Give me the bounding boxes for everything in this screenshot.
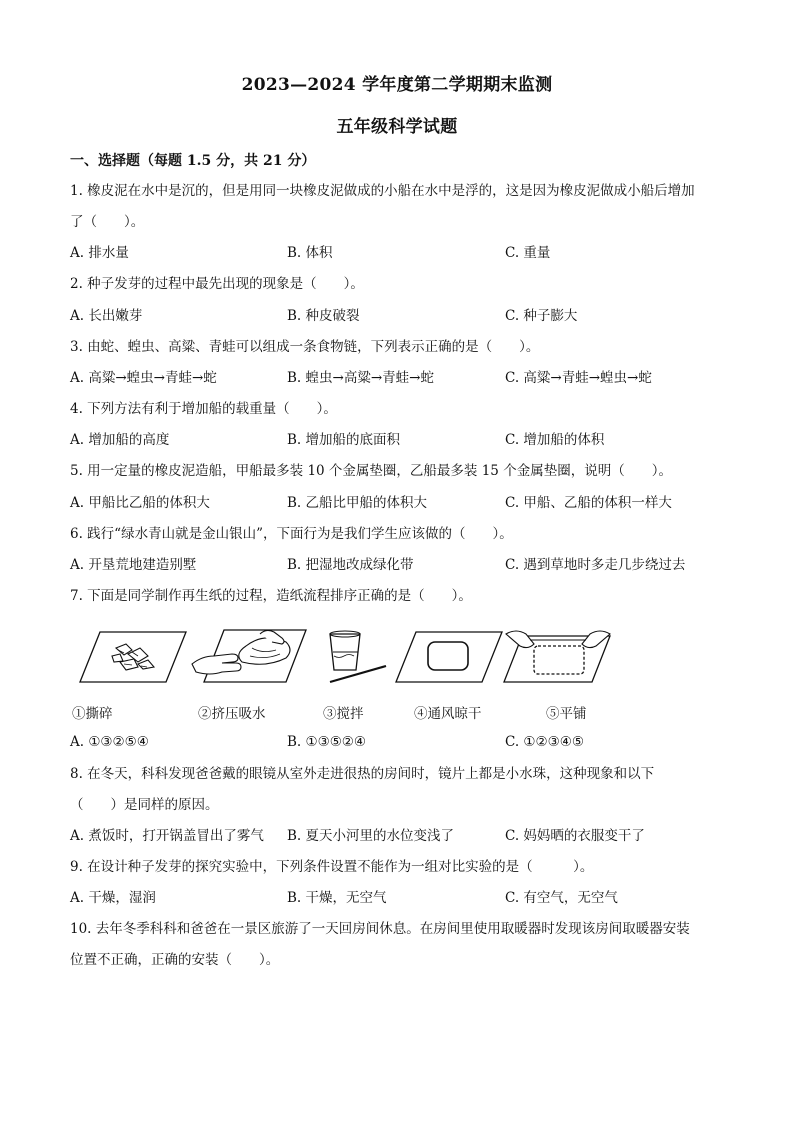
question-10-line-2: 位置不正确，正确的安装（ ）。 — [70, 952, 280, 968]
q2-option-b: B. 种皮破裂 — [287, 308, 360, 324]
question-7: 7. 下面是同学制作再生纸的过程，造纸流程排序正确的是（ ）。 — [70, 588, 472, 604]
q6-option-b: B. 把湿地改成绿化带 — [287, 557, 414, 573]
q5-option-a: A. 甲船比乙船的体积大 — [70, 495, 210, 511]
exam-title: 2023—2024 学年度第二学期期末监测 — [241, 75, 553, 95]
question-8-line-2: （ ）是同样的原因。 — [70, 797, 219, 813]
question-9: 9. 在设计种子发芽的探究实验中，下列条件设置不能作为一组对比实验的是（ ）。 — [70, 859, 594, 875]
step-label-4: ④通风晾干 — [414, 706, 482, 722]
stirring-illustration — [316, 628, 390, 686]
question-3: 3. 由蛇、蝗虫、高粱、青蛙可以组成一条食物链，下列表示正确的是（ ）。 — [70, 339, 540, 355]
squeezing-water-illustration — [190, 626, 308, 686]
q6-option-c: C. 遇到草地时多走几步绕过去 — [505, 557, 686, 573]
q3-option-a: A. 高粱→蝗虫→青蛙→蛇 — [70, 370, 217, 386]
exam-subtitle: 五年级科学试题 — [336, 117, 458, 137]
q1-option-b: B. 体积 — [287, 245, 333, 261]
step-label-2: ②挤压吸水 — [198, 706, 266, 722]
question-6: 6. 践行“绿水青山就是金山银山”，下面行为是我们学生应该做的（ ）。 — [70, 526, 513, 542]
question-1-line-2: 了（ ）。 — [70, 214, 145, 230]
question-1-line-1: 1. 橡皮泥在水中是沉的，但是用同一块橡皮泥做成的小船在水中是浮的，这是因为橡皮泥做成小船后增加 — [70, 183, 695, 199]
q2-option-a: A. 长出嫩芽 — [70, 308, 143, 324]
question-10-line-1: 10. 去年冬季科科和爸爸在一景区旅游了一天回房间休息。在房间里使用取暖器时发现该房间取暖器安装 — [70, 921, 690, 937]
q6-option-a: A. 开垦荒地建造别墅 — [70, 557, 197, 573]
laying-flat-illustration — [500, 626, 616, 686]
step-label-3: ③搅拌 — [323, 706, 364, 722]
q3-option-b: B. 蝗虫→高粱→青蛙→蛇 — [287, 370, 434, 386]
q4-option-b: B. 增加船的底面积 — [287, 432, 401, 448]
q4-option-c: C. 增加船的体积 — [505, 432, 605, 448]
tearing-paper-illustration — [78, 628, 188, 686]
q1-option-c: C. 重量 — [505, 245, 551, 261]
q7-option-b: B. ①③⑤②④ — [287, 734, 367, 750]
question-5: 5. 用一定量的橡皮泥造船，甲船最多装 10 个金属垫圈，乙船最多装 15 个金属垫圈，说明（ ）。 — [70, 463, 672, 479]
step-label-1: ①撕碎 — [72, 706, 113, 722]
question-8-line-1: 8. 在冬天，科科发现爸爸戴的眼镜从室外走进很热的房间时，镜片上都是小水珠，这种现象和以下 — [70, 766, 655, 782]
section-heading: 一、选择题（每题 1.5 分，共 21 分） — [70, 153, 316, 169]
q5-option-b: B. 乙船比甲船的体积大 — [287, 495, 428, 511]
q9-option-c: C. 有空气，无空气 — [505, 890, 618, 906]
q7-option-a: A. ①③②⑤④ — [70, 734, 149, 750]
q9-option-a: A. 干燥，湿润 — [70, 890, 156, 906]
q9-option-b: B. 干燥，无空气 — [287, 890, 387, 906]
q3-option-c: C. 高粱→青蛙→蝗虫→蛇 — [505, 370, 652, 386]
q5-option-c: C. 甲船、乙船的体积一样大 — [505, 495, 672, 511]
q2-option-c: C. 种子膨大 — [505, 308, 578, 324]
question-4: 4. 下列方法有利于增加船的载重量（ ）。 — [70, 401, 337, 417]
q4-option-a: A. 增加船的高度 — [70, 432, 170, 448]
question-2: 2. 种子发芽的过程中最先出现的现象是（ ）。 — [70, 276, 364, 292]
q8-option-b: B. 夏天小河里的水位变浅了 — [287, 828, 455, 844]
q8-option-a: A. 煮饭时，打开锅盖冒出了雾气 — [70, 828, 264, 844]
q8-option-c: C. 妈妈晒的衣服变干了 — [505, 828, 645, 844]
q1-option-a: A. 排水量 — [70, 245, 129, 261]
air-drying-illustration — [394, 628, 504, 686]
step-label-5: ⑤平铺 — [546, 706, 587, 722]
q7-option-c: C. ①②③④⑤ — [505, 734, 584, 750]
